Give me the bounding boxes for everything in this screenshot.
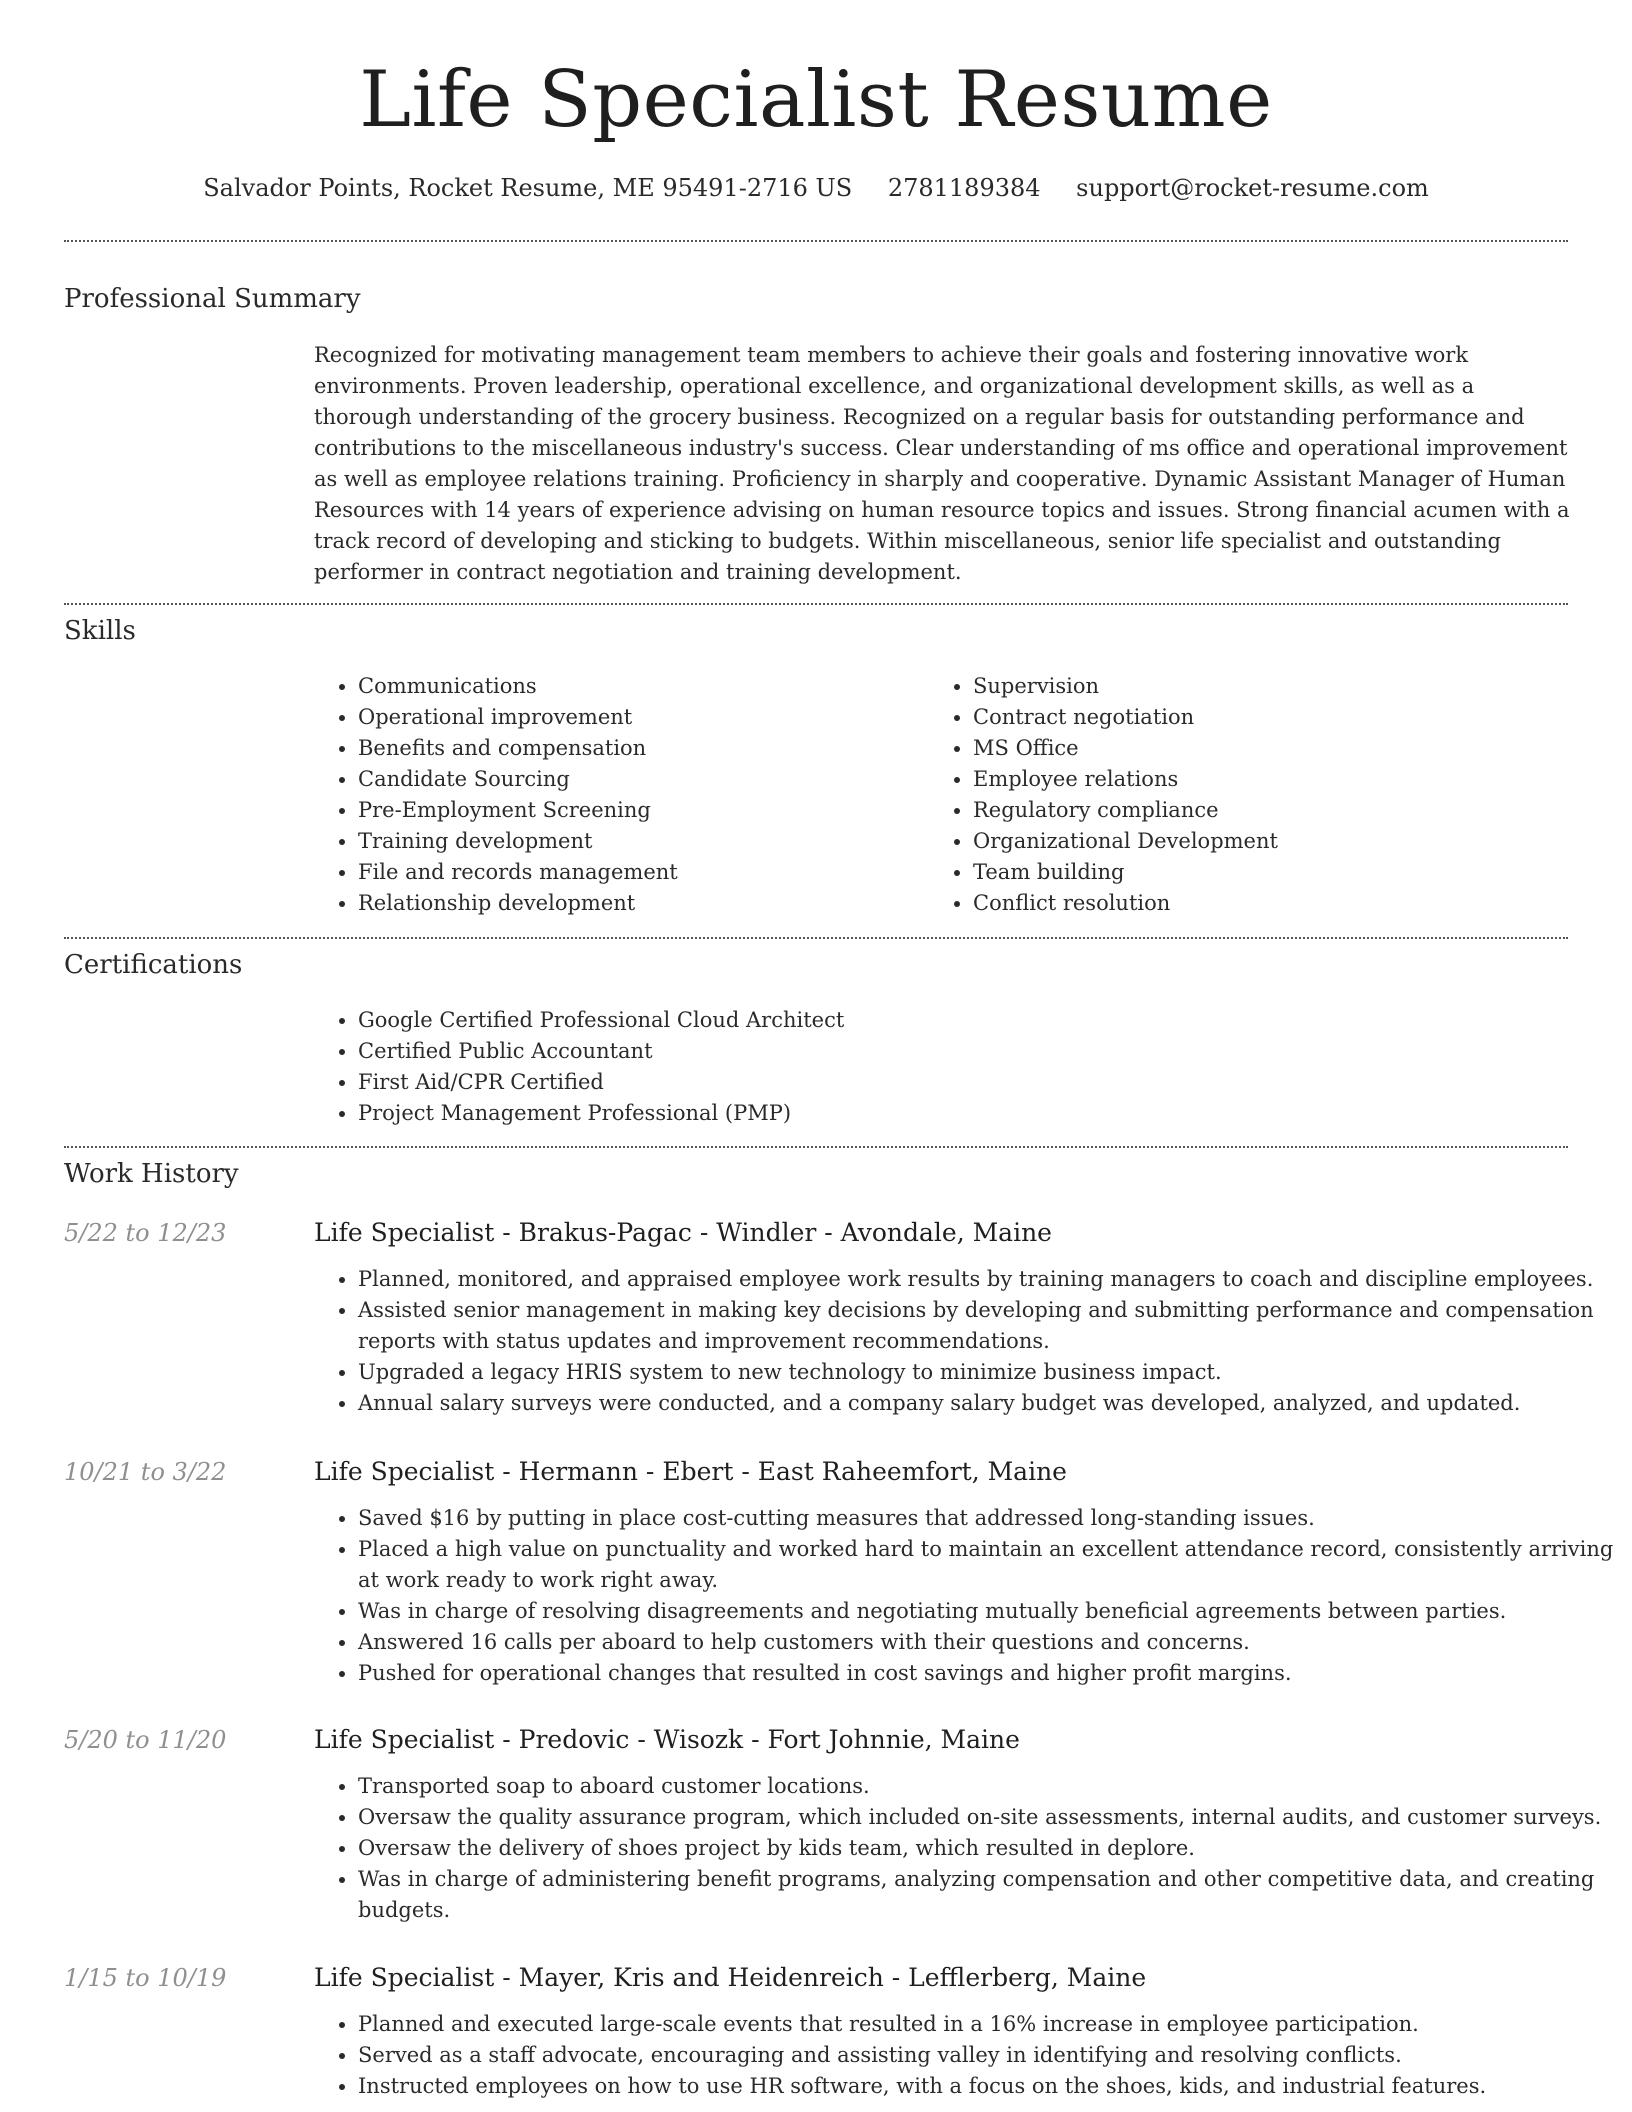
job-title: Life Specialist - Mayer, Kris and Heidenreich - Lefflerberg, Maine: [314, 1963, 1147, 1992]
job-bullet: • Served as a staff advocate, encouraging and assisting valley in identifying and resolving conflicts.: [358, 2040, 1614, 2071]
skill-item: • Team building: [973, 857, 1573, 888]
skill-item: • Supervision: [973, 671, 1573, 702]
job-bullet: • Answered 16 calls per aboard to help customers with their questions and concerns.: [358, 1627, 1614, 1658]
job-bullet: • Upgraded a legacy HRIS system to new technology to minimize business impact.: [358, 1357, 1614, 1388]
contact-email: support@rocket-resume.com: [1076, 174, 1429, 202]
job-bullet: • Was in charge of resolving disagreements and negotiating mutually beneficial agreements between parties.: [358, 1596, 1614, 1627]
job-bullet: • Planned and executed large-scale events that resulted in a 16% increase in employee participation.: [358, 2009, 1614, 2040]
skills-list-left: [314, 671, 928, 919]
skill-item: • Relationship development: [358, 888, 928, 919]
skills-list-right: [929, 671, 1573, 919]
job-dates: 10/21 to 3/22: [64, 1458, 227, 1486]
job-title: Life Specialist - Predovic - Wisozk - Fort Johnnie, Maine: [314, 1725, 1020, 1754]
job-bullet: • Oversaw the delivery of shoes project by kids team, which resulted in deplore.: [358, 1833, 1614, 1864]
job-dates: 5/22 to 12/23: [64, 1219, 227, 1247]
skill-item: • Pre-Employment Screening: [358, 795, 928, 826]
section-divider: [64, 603, 1568, 605]
skill-item: • File and records management: [358, 857, 928, 888]
section-divider: [64, 240, 1568, 242]
certification-item: • Certified Public Accountant: [358, 1036, 1614, 1067]
job-bullets: [314, 1771, 1614, 1926]
contact-line: [0, 170, 1632, 206]
job-bullet: • Oversaw the quality assurance program, which included on-site assessments, internal audits, and customer surveys.: [358, 1802, 1614, 1833]
skill-item: • Benefits and compensation: [358, 733, 928, 764]
skill-item: • Training development: [358, 826, 928, 857]
skill-item: • Candidate Sourcing: [358, 764, 928, 795]
job-title: Life Specialist - Hermann - Ebert - East Raheemfort, Maine: [314, 1457, 1067, 1486]
section-divider: [64, 937, 1568, 939]
job-bullet: • Placed a high value on punctuality and worked hard to maintain an excellent attendance record, consistently arriving at work ready to work right away.: [358, 1534, 1614, 1596]
job-bullet: • Assisted senior management in making key decisions by developing and submitting performance and compensation reports with status updates and improvement recommendations.: [358, 1295, 1614, 1357]
skill-item: • Organizational Development: [973, 826, 1573, 857]
skill-item: • Contract negotiation: [973, 702, 1573, 733]
job-bullet: • Was in charge of administering benefit programs, analyzing compensation and other competitive data, and creating budgets.: [358, 1864, 1614, 1926]
job-bullet: • Annual salary surveys were conducted, and a company salary budget was developed, analyzed, and updated.: [358, 1388, 1614, 1419]
work-history-heading: Work History: [64, 1159, 239, 1189]
resume-title: Life Specialist Resume: [359, 55, 1273, 145]
job-bullet: • Planned, monitored, and appraised employee work results by training managers to coach and discipline employees.: [358, 1264, 1614, 1295]
skills-heading: Skills: [64, 616, 136, 646]
job-bullet: • Instructed employees on how to use HR software, with a focus on the shoes, kids, and industrial features.: [358, 2071, 1614, 2102]
job-dates: 5/20 to 11/20: [64, 1726, 227, 1754]
skill-item: • Employee relations: [973, 764, 1573, 795]
certification-item: • Google Certified Professional Cloud Architect: [358, 1005, 1614, 1036]
certifications-heading: Certifications: [64, 950, 243, 980]
certification-item: • First Aid/CPR Certified: [358, 1067, 1614, 1098]
section-divider: [64, 1146, 1568, 1148]
job-bullets: [314, 1503, 1614, 1689]
skill-item: • MS Office: [973, 733, 1573, 764]
skill-item: • Conflict resolution: [973, 888, 1573, 919]
job-bullets: [314, 2009, 1614, 2102]
certification-item: • Project Management Professional (PMP): [358, 1098, 1614, 1129]
job-bullet: • Saved $16 by putting in place cost-cutting measures that addressed long-standing issues.: [358, 1503, 1614, 1534]
skill-item: • Communications: [358, 671, 928, 702]
contact-address: Salvador Points, Rocket Resume, ME 95491-2716 US: [203, 174, 853, 202]
contact-phone: 2781189384: [887, 174, 1041, 202]
skill-item: • Regulatory compliance: [973, 795, 1573, 826]
job-bullet: • Pushed for operational changes that resulted in cost savings and higher profit margins.: [358, 1658, 1614, 1689]
job-dates: 1/15 to 10/19: [64, 1964, 227, 1992]
skill-item: • Operational improvement: [358, 702, 928, 733]
certifications-list: [314, 1005, 1614, 1129]
job-bullets: [314, 1264, 1614, 1419]
summary-text: Recognized for motivating management team members to achieve their goals and fostering innovative work environments. Proven leadership, operational excellence, and organizational development skills, as well as a thorough understanding of the grocery business. Recognized on a regular basis for outstanding performance and contributions to the miscellaneous industry's success. Clear understanding of ms office and operational improvement as well as employee relations training. Proficiency in sharply and cooperative. Dynamic Assistant Manager of Human Resources with 14 years of experience advising on human resource topics and issues. Strong financial acumen with a track record of developing and sticking to budgets. Within miscellaneous, senior life specialist and outstanding performer in contract negotiation and training development.: [314, 343, 1570, 584]
job-bullet: • Transported soap to aboard customer locations.: [358, 1771, 1614, 1802]
job-title: Life Specialist - Brakus-Pagac - Windler - Avondale, Maine: [314, 1218, 1052, 1247]
summary-heading: Professional Summary: [64, 284, 361, 314]
